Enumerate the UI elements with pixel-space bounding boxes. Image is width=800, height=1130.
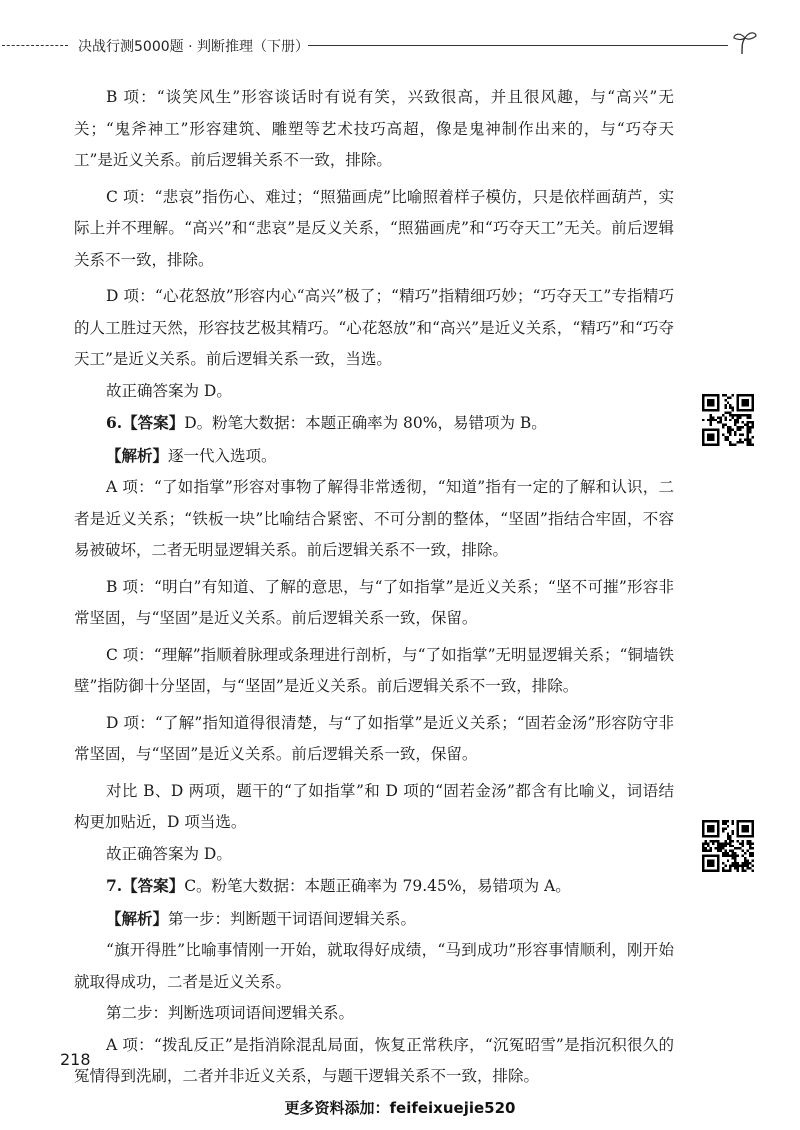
paragraph-d-option bbox=[74, 281, 674, 376]
bold-label: 7.【答案】 bbox=[106, 876, 185, 895]
paragraph-q7-analysis bbox=[74, 903, 674, 936]
paragraph-q6-d bbox=[74, 708, 674, 771]
text-run: 第一步：判断题干词语间逻辑关系。 bbox=[168, 909, 417, 928]
text-run: D。粉笔大数据：本题正确率为 80%，易错项为 B。 bbox=[184, 414, 547, 432]
paragraph-conclusion bbox=[74, 376, 674, 408]
paragraph-q6-compare bbox=[74, 776, 674, 839]
paragraph-q6-b bbox=[74, 572, 674, 635]
paragraph-b-option bbox=[74, 82, 674, 177]
text-run: D 项：“了解”指知道得很清楚，与“了如指掌”是近义关系；“固若金汤”形容防守非常坚固，与“坚固”是近义关系。前后逻辑关系一致，保留。 bbox=[74, 713, 674, 763]
text-run: D 项：“心花怒放”形容内心“高兴”极了；“精巧”指精细巧妙；“巧夺天工”专指精巧的人工胜过天然，形容技艺极其精巧。“心花怒放”和“高兴”是近义关系，“精巧”和“巧夺天工”是近义关系。前后逻辑关系一致，当选。 bbox=[74, 287, 674, 368]
bold-label: 【解析】 bbox=[106, 445, 169, 465]
text-run: 故正确答案为 D。 bbox=[106, 381, 232, 400]
paragraph-q6-analysis bbox=[74, 440, 674, 473]
sprout-icon bbox=[730, 28, 760, 58]
qr-code-icon[interactable] bbox=[702, 394, 754, 446]
paragraph-q7-a bbox=[74, 1030, 674, 1093]
bold-label: 6.【答案】 bbox=[106, 413, 185, 432]
header-rule-right bbox=[308, 45, 728, 46]
header-rule-left bbox=[2, 45, 68, 46]
page-body bbox=[74, 82, 674, 1093]
text-run: 逐一代入选项。 bbox=[168, 446, 277, 465]
text-run: 故正确答案为 D。 bbox=[106, 844, 232, 863]
text-run: C。粉笔大数据：本题正确率为 79.45%，易错项为 A。 bbox=[184, 877, 571, 895]
paragraph-q6-answer bbox=[74, 407, 674, 440]
text-run: B 项：“谈笑风生”形容谈话时有说有笑，兴致很高，并且很风趣，与“高兴”无关；“鬼斧神工”形容建筑、雕塑等艺术技巧高超，像是鬼神制作出来的，与“巧夺天工”是近义关系。前后逻辑关系不一致，排除。 bbox=[74, 88, 674, 169]
text-run: C 项：“理解”指顺着脉理或条理进行剖析，与“了如指掌”无明显逻辑关系；“铜墙铁壁”指防御十分坚固，与“坚固”是近义关系。前后逻辑关系不一致，排除。 bbox=[74, 645, 674, 695]
page-number: 218 bbox=[60, 1050, 91, 1069]
paragraph-q7-step2 bbox=[74, 998, 674, 1030]
paragraph-q6-a bbox=[74, 472, 674, 567]
footer-note: 更多资料添加：feifeixuejie520 bbox=[284, 1099, 516, 1117]
text-run: C 项：“悲哀”指伤心、难过；“照猫画虎”比喻照着样子模仿，只是依样画葫芦，实际上并不理解。“高兴”和“悲哀”是反义关系，“照猫画虎”和“巧夺天工”无关。前后逻辑关系不一致，排除。 bbox=[74, 187, 674, 269]
text-run: 第二步：判断选项词语间逻辑关系。 bbox=[106, 1004, 355, 1022]
header-title: 决战行测5000题 · 判断推理（下册） bbox=[78, 39, 309, 55]
paragraph-q7-answer bbox=[74, 870, 674, 903]
qr-code-icon[interactable] bbox=[702, 820, 754, 872]
text-run: 对比 B、D 两项，题干的“了如指掌”和 D 项的“固若金汤”都含有比喻义，词语结构更加贴近，D 项当选。 bbox=[74, 781, 674, 831]
paragraph-q6-conclusion bbox=[74, 839, 674, 871]
paragraph-q7-stem bbox=[74, 935, 674, 998]
running-header bbox=[0, 34, 800, 64]
text-run: “旗开得胜”比喻事情刚一开始，就取得好成绩，“马到成功”形容事情顺利，刚开始就取得成功，二者是近义关系。 bbox=[74, 941, 674, 991]
paragraph-c-option bbox=[74, 182, 674, 277]
text-run: A 项：“了如指掌”形容对事物了解得非常透彻，“知道”指有一定的了解和认识，二者是近义关系；“铁板一块”比喻结合紧密、不可分割的整体，“坚固”指结合牢固，不容易被破坏，二者无明显逻辑关系。前后逻辑关系不一致，排除。 bbox=[74, 478, 674, 559]
bold-label: 【解析】 bbox=[106, 908, 169, 928]
text-run: A 项：“拨乱反正”是指消除混乱局面，恢复正常秩序，“沉冤昭雪”是指沉积很久的冤情得到洗刷，二者并非近义关系，与题干逻辑关系不一致，排除。 bbox=[74, 1035, 674, 1085]
text-run: B 项：“明白”有知道、了解的意思，与“了如指掌”是近义关系；“坚不可摧”形容非常坚固，与“坚固”是近义关系。前后逻辑关系一致，保留。 bbox=[74, 577, 674, 627]
paragraph-q6-c bbox=[74, 640, 674, 703]
